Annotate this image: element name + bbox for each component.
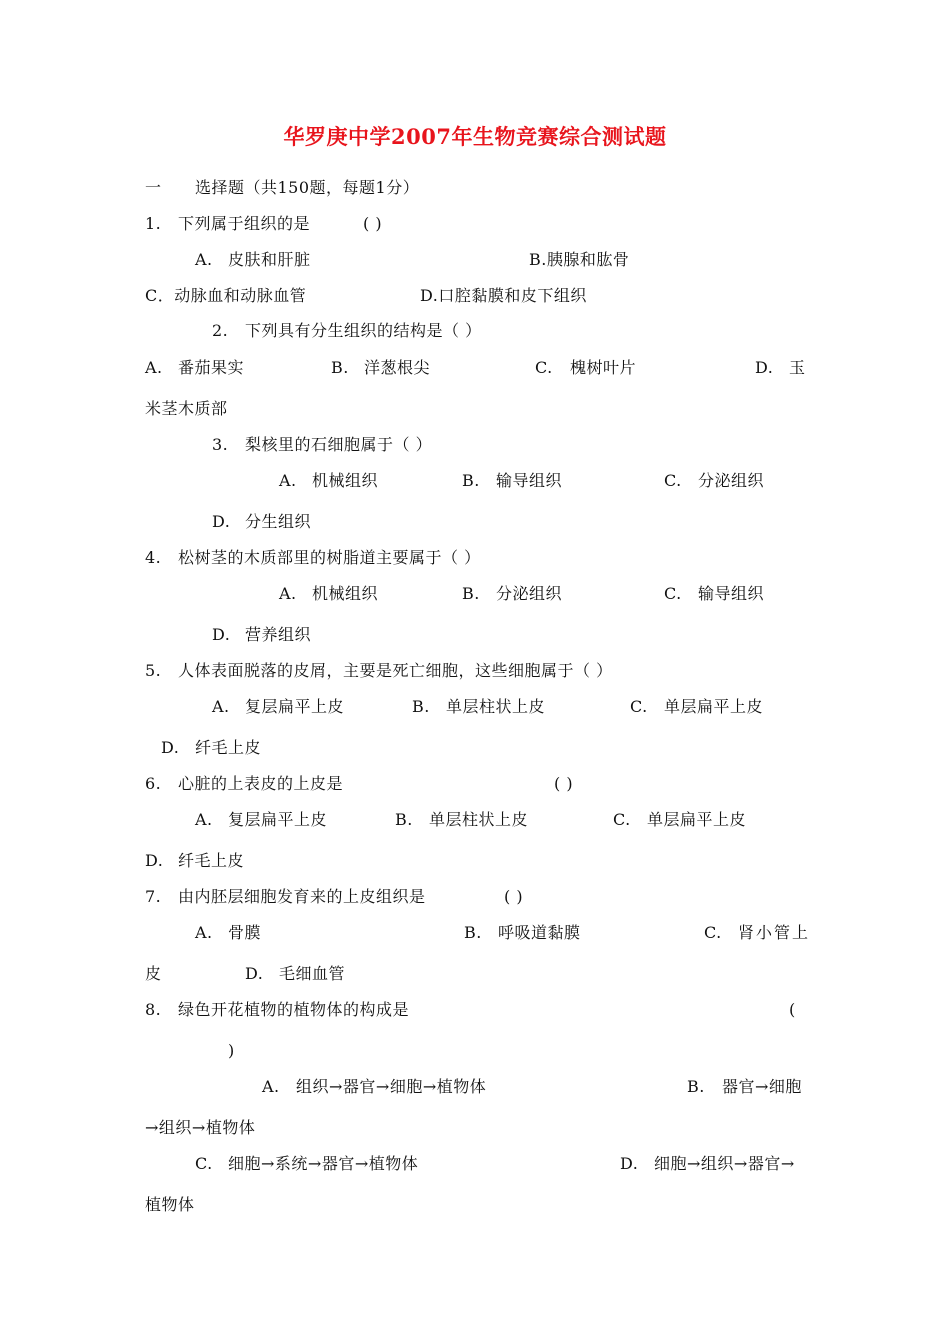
section-heading: 选择题（共150题，每题1分）: [195, 178, 420, 197]
q8-option-b-part2: →组织→植物体: [145, 1118, 256, 1137]
q8-option-d-label: D.: [620, 1154, 639, 1173]
q3-option-b-label: B.: [462, 471, 480, 490]
q8-number: 8.: [145, 1000, 162, 1019]
q7-option-b-label: B.: [464, 923, 482, 942]
q6-option-d-label: D.: [145, 851, 164, 870]
q2-option-d-part1: 玉: [789, 358, 806, 377]
q8-option-a: 组织→器官→细胞→植物体: [296, 1077, 487, 1096]
q4-number: 4.: [145, 548, 162, 567]
q6-option-b: 单层柱状上皮: [429, 810, 529, 829]
q5-stem: 人体表面脱落的皮屑，主要是死亡细胞，这些细胞属于（ ）: [178, 661, 613, 680]
q7-option-c-label: C.: [704, 923, 722, 942]
q6-number: 6.: [145, 774, 162, 793]
q1-answer-paren: ( ): [363, 214, 383, 233]
q1-option-d: D.口腔黏膜和皮下组织: [420, 286, 587, 305]
q6-option-a-label: A.: [195, 810, 213, 829]
q7-option-a: 骨膜: [228, 923, 262, 942]
q6-option-a: 复层扁平上皮: [228, 810, 328, 829]
q4-option-b-label: B.: [462, 584, 480, 603]
q1-option-a-label: A.: [195, 250, 213, 269]
q8-option-d-part2: 植物体: [145, 1195, 195, 1214]
q5-option-a: 复层扁平上皮: [245, 697, 345, 716]
q3-number: 3.: [212, 435, 229, 454]
q7-option-a-label: A.: [195, 923, 213, 942]
q7-stem: 由内胚层细胞发育来的上皮组织是: [178, 887, 426, 906]
q2-option-c-label: C.: [535, 358, 553, 377]
q6-option-d: 纤毛上皮: [178, 851, 245, 870]
q2-option-b: 洋葱根尖: [364, 358, 431, 377]
q4-option-d: 营养组织: [245, 625, 312, 644]
q3-option-a: 机械组织: [312, 471, 379, 490]
q2-option-c: 槐树叶片: [570, 358, 637, 377]
q2-option-b-label: B.: [331, 358, 349, 377]
q5-option-c: 单层扁平上皮: [664, 697, 764, 716]
q6-option-b-label: B.: [395, 810, 413, 829]
q5-option-d-label: D.: [161, 738, 180, 757]
q8-option-c-label: C.: [195, 1154, 213, 1173]
q6-answer-paren: ( ): [554, 774, 574, 793]
q1-number: 1.: [145, 214, 162, 233]
q4-option-c-label: C.: [664, 584, 682, 603]
q8-option-c: 细胞→系统→器官→植物体: [228, 1154, 419, 1173]
q3-option-a-label: A.: [279, 471, 297, 490]
q3-option-b: 输导组织: [496, 471, 563, 490]
q2-option-d-label: D.: [755, 358, 774, 377]
q7-option-d: 毛细血管: [279, 964, 346, 983]
q7-option-c-part2: 皮: [145, 964, 162, 983]
q8-option-a-label: A.: [262, 1077, 280, 1096]
q7-answer-paren: ( ): [504, 887, 524, 906]
q8-option-b-label: B.: [687, 1077, 705, 1096]
q1-option-c: C．动脉血和动脉血管: [145, 286, 307, 305]
q5-option-b-label: B.: [412, 697, 430, 716]
q7-option-c-part1: 肾小管上: [738, 923, 811, 942]
q2-option-a: 番茄果实: [178, 358, 245, 377]
q3-stem: 梨核里的石细胞属于（ ）: [245, 435, 433, 454]
q4-option-a-label: A.: [279, 584, 297, 603]
section-number: 一: [145, 178, 162, 197]
q3-option-d-label: D.: [212, 512, 231, 531]
q5-option-d: 纤毛上皮: [195, 738, 262, 757]
q5-option-c-label: C.: [630, 697, 648, 716]
q2-option-d-part2: 米茎木质部: [145, 399, 228, 418]
q8-paren-close: ): [228, 1041, 235, 1060]
q3-option-d: 分生组织: [245, 512, 312, 531]
q4-option-d-label: D.: [212, 625, 231, 644]
page-title: 华罗庚中学2007年生物竞赛综合测试题: [283, 124, 667, 149]
q3-option-c-label: C.: [664, 471, 682, 490]
q4-option-b: 分泌组织: [496, 584, 563, 603]
q1-option-a: 皮肤和肝脏: [228, 250, 311, 269]
q7-option-b: 呼吸道黏膜: [498, 923, 581, 942]
q2-stem: 下列具有分生组织的结构是（ ）: [245, 321, 482, 340]
q6-option-c: 单层扁平上皮: [647, 810, 747, 829]
q2-option-a-label: A.: [145, 358, 163, 377]
q4-option-a: 机械组织: [312, 584, 379, 603]
q7-option-d-label: D.: [245, 964, 264, 983]
q1-stem: 下列属于组织的是: [178, 214, 311, 233]
q8-paren-open: (: [789, 1000, 796, 1019]
q6-option-c-label: C.: [613, 810, 631, 829]
q6-stem: 心脏的上表皮的上皮是: [178, 774, 344, 793]
q8-option-d-part1: 细胞→组织→器官→: [654, 1154, 795, 1173]
q3-option-c: 分泌组织: [698, 471, 765, 490]
q5-option-b: 单层柱状上皮: [446, 697, 546, 716]
q7-number: 7.: [145, 887, 162, 906]
q8-option-b-part1: 器官→细胞: [722, 1077, 802, 1096]
q4-stem: 松树茎的木质部里的树脂道主要属于（ ）: [178, 548, 481, 567]
q5-number: 5.: [145, 661, 162, 680]
q4-option-c: 输导组织: [698, 584, 765, 603]
q8-stem: 绿色开花植物的植物体的构成是: [178, 1000, 410, 1019]
q2-number: 2.: [212, 321, 229, 340]
q5-option-a-label: A.: [212, 697, 230, 716]
q1-option-b: B.胰腺和肱骨: [529, 250, 630, 269]
